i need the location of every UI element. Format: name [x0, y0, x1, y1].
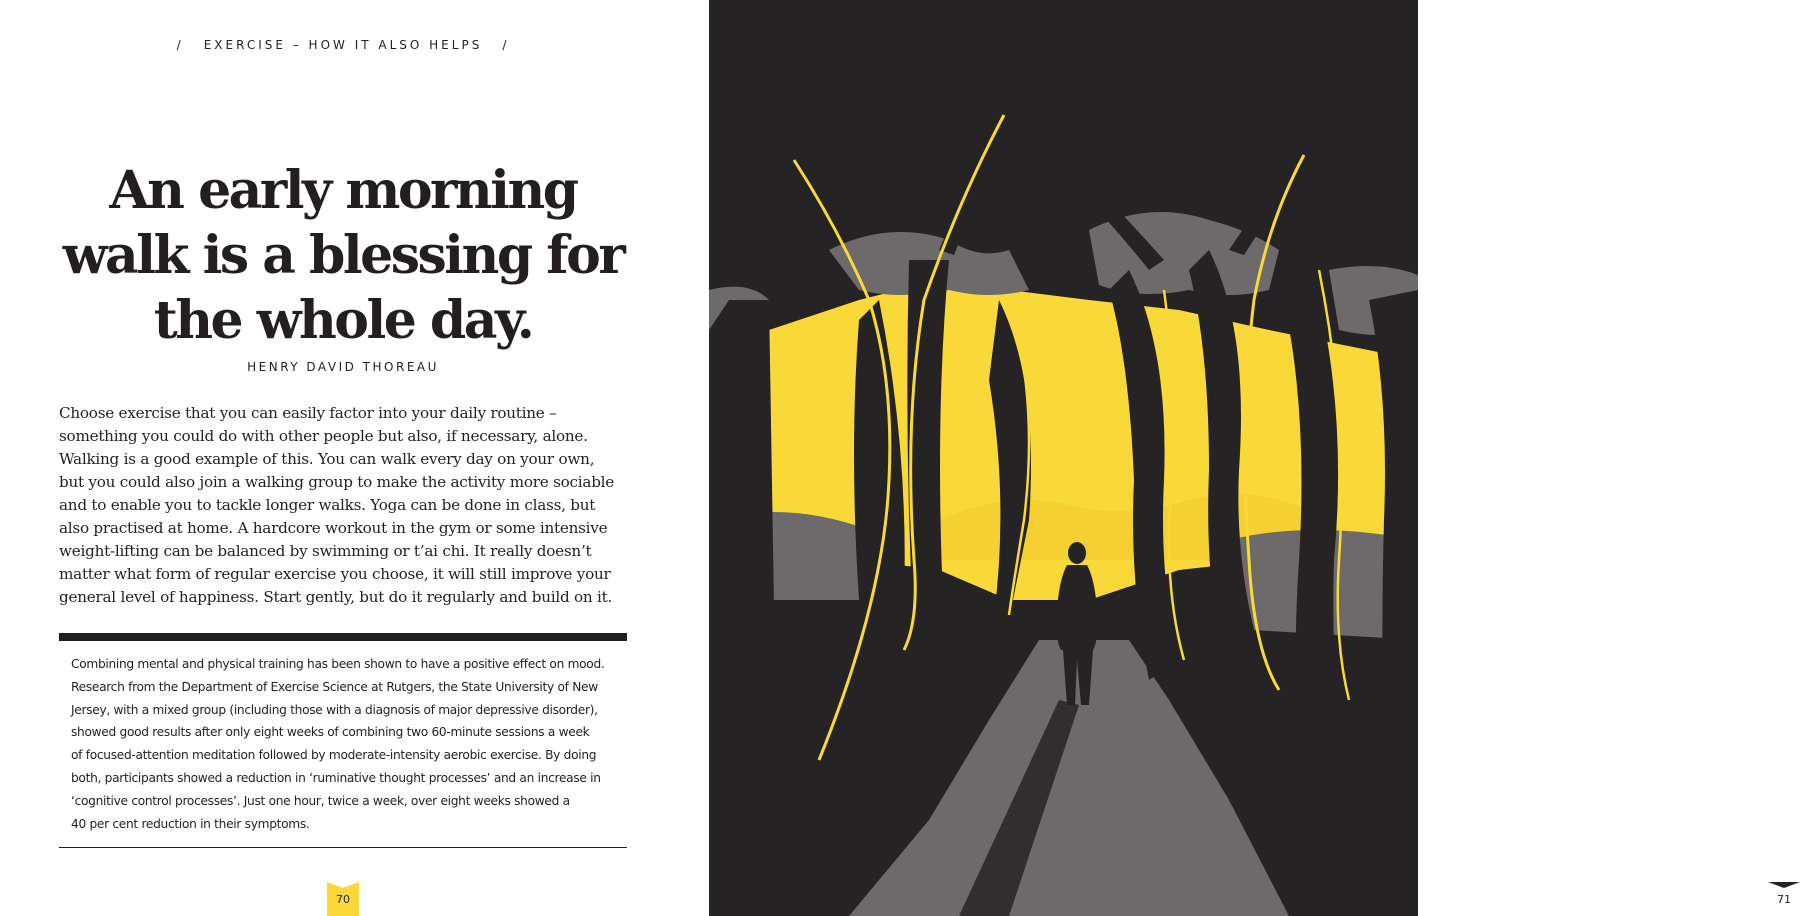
- body-line: matter what form of regular exercise you choose, it will still improve your: [59, 565, 611, 583]
- folio-notch-icon: [327, 882, 359, 890]
- quote-attribution: HENRY DAVID THOREAU: [247, 360, 439, 374]
- page-number-right-label: 71: [1777, 893, 1791, 906]
- folio-notch-icon: [1768, 882, 1800, 890]
- running-head-title: EXERCISE – HOW IT ALSO HELPS: [203, 38, 483, 52]
- body-line: Walking is a good example of this. You can walk every day on your own,: [59, 450, 595, 468]
- pull-quote: [30, 158, 656, 353]
- sidebar-box-text: [71, 653, 627, 835]
- body-line: but you could also join a walking group to make the activity more sociable: [59, 473, 615, 491]
- running-head-slash-right: /: [502, 38, 510, 52]
- sidebar-line: of focused-attention meditation followed by moderate-intensity aerobic exercise. By doing: [71, 748, 597, 763]
- sidebar-line: showed good results after only eight weeks of combining two 60-minute sessions a week: [71, 725, 590, 740]
- sidebar-top-rule: [59, 633, 627, 641]
- body-line: also practised at home. A hardcore workout in the gym or some intensive: [59, 519, 608, 537]
- sidebar-line: Combining mental and physical training has been shown to have a positive effect on mood.: [71, 657, 605, 671]
- quote-line: An early morning: [109, 160, 577, 221]
- right-page-illustration: [709, 0, 1791, 916]
- running-head: [0, 38, 686, 52]
- left-page: [0, 0, 709, 916]
- running-head-slash-left: /: [176, 38, 184, 52]
- body-paragraph: [59, 402, 639, 609]
- sidebar-line: Jersey, with a mixed group (including those with a diagnosis of major depressive disorder),: [71, 702, 598, 717]
- page-number-left-label: 70: [336, 893, 350, 906]
- body-line: weight-lifting can be balanced by swimming or t’ai chi. It really doesn’t: [59, 542, 592, 560]
- sidebar-line: 40 per cent reduction in their symptoms.: [71, 816, 310, 831]
- tree-trunk: [709, 300, 779, 916]
- quote-line: the whole day.: [153, 290, 533, 351]
- body-line: something you could do with other people but also, if necessary, alone.: [59, 427, 588, 445]
- body-line: general level of happiness. Start gently, but do it regularly and build on it.: [59, 588, 613, 606]
- sidebar-line: both, participants showed a reduction in ‘ruminative thought processes’ and an increase in: [71, 770, 601, 785]
- sidebar-line: ‘cognitive control processes’. Just one hour, twice a week, over eight weeks showed a: [71, 793, 570, 808]
- body-line: Choose exercise that you can easily factor into your daily routine –: [59, 404, 557, 422]
- page-number-left: [327, 882, 359, 916]
- page-number-right: [1768, 882, 1800, 916]
- forest-walker-illustration: [709, 0, 1418, 916]
- sidebar-line: Research from the Department of Exercise Science at Rutgers, the State University of New: [71, 679, 598, 694]
- body-line: and to enable you to tackle longer walks. Yoga can be done in class, but: [59, 496, 596, 514]
- sidebar-bottom-rule: [59, 847, 627, 848]
- quote-line: walk is a blessing for: [62, 225, 624, 286]
